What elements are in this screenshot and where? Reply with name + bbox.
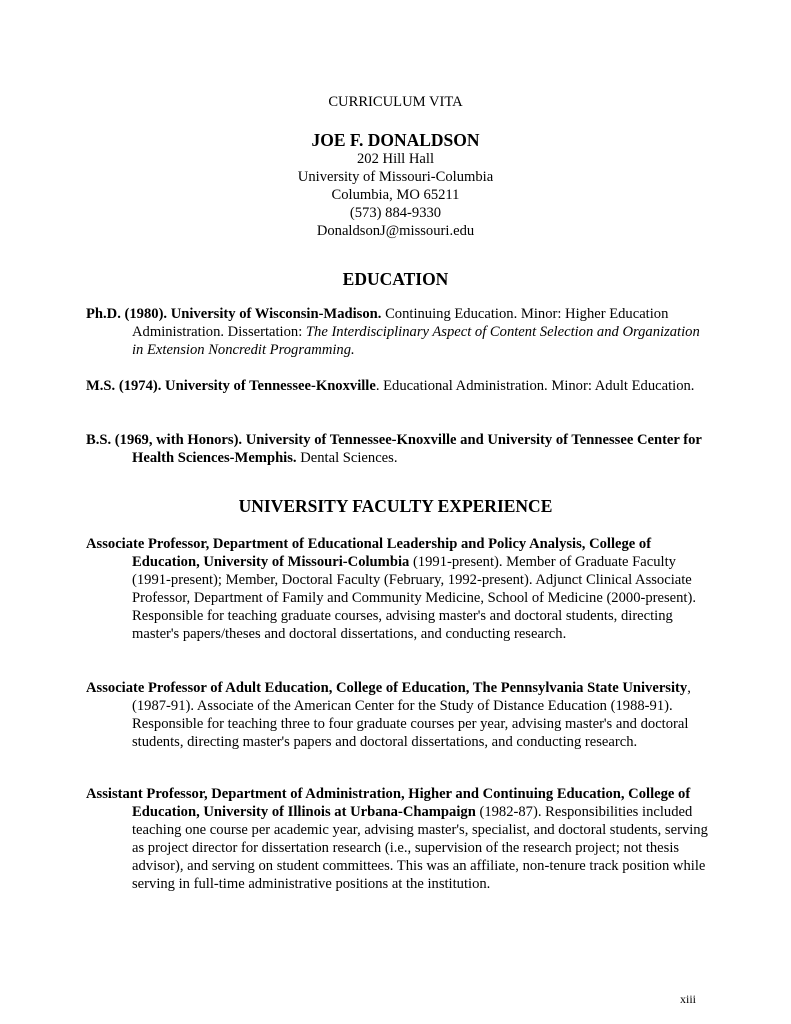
entry-heading: B.S. (1969, with Honors). University of Tennessee-Knoxville and University of Tennessee Center for Health Sciences-Memphis. [86, 432, 702, 466]
education-entry-phd [86, 306, 710, 360]
email-line: DonaldsonJ@missouri.edu [316, 222, 475, 239]
address-line: 202 Hill Hall [356, 151, 435, 167]
entry-text: (1991-present). Member of Graduate Faculty (1991-present); Member, Doctoral Faculty (February, 1992-present). Adjunct Clinical Associate Professor, Department of Family and Community Medicine, School of Medicine (2000-present). Responsible for teaching graduate courses, advising master's and doctoral students, directing master's papers/theses and doctoral dissertations, and conducting research. [132, 553, 696, 642]
entry-heading: M.S. (1974). University of Tennessee-Knoxville [86, 378, 376, 394]
education-heading: EDUCATION [342, 269, 449, 289]
entry-heading: Ph.D. (1980). University of Wisconsin-Madison. [86, 306, 382, 322]
entry-text: (1982-87). Responsibilities included teaching one course per academic year, advising master's, specialist, and doctoral students, serving as project director for dissertation research (i.e., supervision of the research project; not thesis advisor), and serving on student committees. This was an affiliate, non-tenure track position while serving in full-time administrative positions at the institution. [132, 803, 708, 892]
person-name: JOE F. DONALDSON [311, 130, 480, 150]
entry-text: Dental Sciences. [296, 449, 398, 466]
experience-entry-pennstate [86, 680, 710, 752]
contact-block [0, 151, 791, 241]
dissertation-title: The Interdisciplinary Aspect of Content Selection and Organization in Extension Noncredit Programming. [132, 323, 700, 358]
experience-heading: UNIVERSITY FACULTY EXPERIENCE [238, 496, 553, 516]
education-entry-ms [86, 378, 710, 396]
city-line: Columbia, MO 65211 [331, 186, 460, 203]
entry-heading: Associate Professor, Department of Educational Leadership and Policy Analysis, College of Education, University of Missouri-Columbia [86, 536, 652, 570]
university-line: University of Missouri-Columbia [297, 168, 494, 185]
page-number: xiii [680, 992, 697, 1006]
entry-text: , (1987-91). Associate of the American Center for the Study of Distance Education (1988-91). Responsible for teaching three to four graduate courses per year, advising master's and doctoral students, directing master's papers and doctoral dissertations, and conducting research. [132, 680, 691, 750]
phone-line: (573) 884-9330 [349, 204, 442, 221]
document-title: CURRICULUM VITA [328, 94, 463, 110]
entry-heading: Assistant Professor, Department of Administration, Higher and Continuing Education, College of Education, University of Illinois at Urbana-Champaign [86, 786, 691, 820]
entry-text: Continuing Education. Minor: Higher Education Administration. Dissertation: [132, 306, 669, 340]
education-entry-bs [86, 432, 710, 468]
experience-entry-illinois [86, 786, 710, 893]
entry-heading: Associate Professor of Adult Education, College of Education, The Pennsylvania State University [86, 680, 688, 696]
entry-text: . Educational Administration. Minor: Adult Education. [375, 378, 695, 394]
experience-entry-missouri [86, 536, 710, 643]
